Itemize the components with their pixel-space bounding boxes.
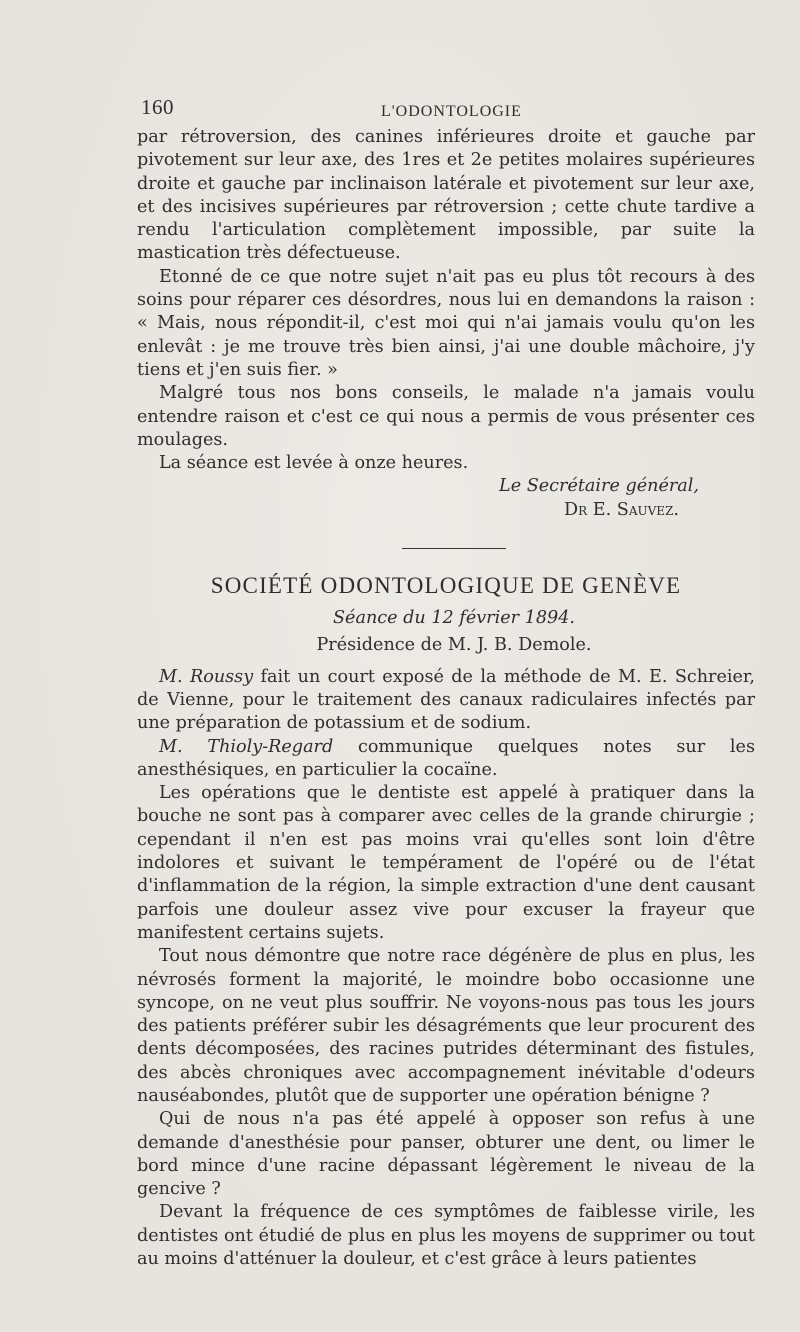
paragraph-tout-nous: Tout nous démontre que notre race dégénère de plus en plus, les névrosés forment la majorité, le moindre bobo occasionne une syncope, on ne veut plus souffrir. Ne voyons-nous pas tous les jours des patients préférer subir les désagréments que leur procurent des dents décomposées, des racines putrides déterminant des fistules, des abcès chroniques avec accompagnement inévitable d'odeurs nauséabondes, plutôt que de supporter une opération bénigne ?: [137, 946, 755, 1106]
paragraph-malgre: Malgré tous nos bons conseils, le malade n'a jamais voulu entendre raison et c'est ce qui nous a permis de vous présenter ces moulages.: [137, 383, 755, 450]
paragraph-devant: Devant la fréquence de ces symptômes de faiblesse virile, les dentistes ont étudié de plus en plus les moyens de supprimer ou tout au moins d'atténuer la douleur, et c'est grâce à leurs patientes: [137, 1202, 755, 1270]
page-number: 160: [141, 95, 174, 119]
paragraph-roussy-text: fait un court exposé de la méthode de M. E. Schreier, de Vienne, pour le traitement des canaux radiculaires infectés par une préparation de potassium et de sodium.: [137, 666, 755, 734]
signature-block: [137, 475, 755, 522]
section-divider: [402, 548, 506, 549]
running-title: L'ODONTOLOGIE: [381, 103, 522, 120]
presidence-line: Présidence de M. J. B. Demole.: [316, 635, 592, 656]
speaker-roussy: M. Roussy: [159, 666, 254, 687]
speaker-thioly-regard: M. Thioly-Regard: [159, 736, 334, 757]
paragraph-retroversion: par rétroversion, des canines inférieures droite et gauche par pivotement sur leur axe, des 1res et 2e petites molaires supérieures droite et gauche par inclinaison latérale et pivotement sur leur axe, et des incisives supérieures par rétroversion ; cette chute tardive a rendu l'articulation complètement impossible, par suite la mastication très défectueuse.: [137, 127, 755, 264]
signature-role: Le Secrétaire général,: [499, 476, 699, 497]
paragraph-roussy: [137, 666, 755, 736]
paragraph-thioly: [137, 736, 755, 783]
paragraph-operations: Les opérations que le dentiste est appelé à pratiquer dans la bouche ne sont pas à comparer avec celles de la grande chirurgie ; cependant il n'en est pas moins vrai qu'elles sont loin d'être indolores et suivant le tempérament de l'opéré ou de l'état d'inflammation de la région, la simple extraction d'une dent causant parfois une douleur assez vive pour excuser la frayeur que manifestent certains sujets.: [137, 783, 755, 943]
signature-name: Dr E. Sauvez.: [564, 499, 679, 520]
text-column: [137, 96, 755, 1271]
paragraph-seance-levee: La séance est levée à onze heures.: [159, 453, 469, 474]
paragraph-qui-de-nous: Qui de nous n'a pas été appelé à opposer son refus à une demande d'anesthésie pour panser, obturer une dent, ou limer le bord mince d'une racine dépassant légèrement le niveau de la gencive ?: [137, 1109, 755, 1200]
society-title: SOCIÉTÉ ODONTOLOGIQUE DE GENÈVE: [210, 573, 682, 599]
paragraph-etonne: Etonné de ce que notre sujet n'ait pas eu plus tôt recours à des soins pour réparer ces désordres, nous lui en demandons la raison : « Mais, nous répondit-il, c'est moi qui n'ai jamais voulu qu'on les enlevât : je me trouve très bien ainsi, j'ai une double mâchoire, j'y tiens et j'en suis fier. »: [137, 266, 755, 380]
seance-date: Séance du 12 février 1894.: [333, 608, 575, 629]
page-header: [137, 96, 755, 126]
paragraph-thioly-text: communique quelques notes sur les anesthésiques, en particulier la cocaïne.: [137, 736, 755, 780]
